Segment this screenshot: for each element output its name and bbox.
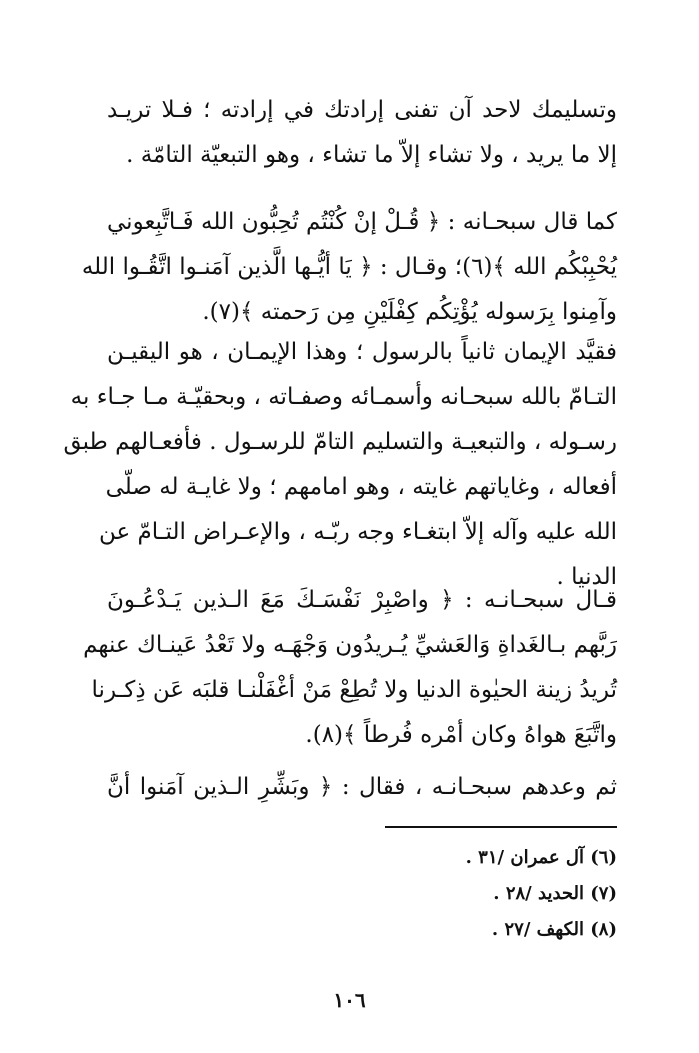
- text-line: إلا ما يريد ، ولا تشاء إلاّ ما تشاء ، وهو التبعيّة التامّة .: [126, 142, 617, 168]
- paragraph-1: [107, 88, 617, 178]
- text-line: يُحْبِبْكُم الله ﴾(٦)؛ وقـال : ﴿ يَا أيُّـها الَّذين آمَنـوا اتَّقُـوا الله: [81, 254, 617, 280]
- paragraph-5: [107, 765, 617, 810]
- text-line: أفعاله ، وغاياتهم غايته ، وهو امامهم ؛ ولا غايـة له صلّى: [105, 474, 617, 500]
- text-line: وتسليمك لاحد آن تفنى إرادتك في إرادته ؛ فـلا تريـد: [107, 97, 617, 123]
- text-line: رسـوله ، والتبعيـة والتسليم التامّ للرسـول . فأفعـالهم طبق: [63, 429, 617, 455]
- text-line: كما قال سبحـانه : ﴿ قُـلْ إنْ كُنْتُم تُحِبُّون الله فَـاتَّبِعوني: [107, 209, 617, 235]
- footnote-7: (٧) الحديد /٢٨ .: [493, 883, 617, 904]
- text-line: تُريدُ زينة الحيٰوة الدنيا ولا تُطِعْ مَنْ أغْفَلْنـا قلبَه عَن ذِكـرنا: [91, 677, 617, 703]
- paragraph-3: [63, 330, 617, 600]
- paragraph-4: [83, 578, 617, 758]
- text-line: واتَّبَعَ هواهُ وكان أمْره فُرطاً ﴾(٨).: [305, 722, 617, 748]
- text-line: رَبَّهم بـالغَداةِ وَالعَشيِّ يُـريدُون وَجْهَـه ولا تَعْدُ عَينـاك عنهم: [83, 632, 617, 658]
- paragraph-2: [81, 200, 617, 335]
- footnote-6: (٦) آل عمران /٣١ .: [465, 847, 617, 868]
- text-line: التـامّ بالله سبحـانه وأسمـائه وصفـاته ، وبحقيّـة مـا جـاء به: [70, 384, 617, 410]
- footnote-8: (٨) الكهف /٢٧ .: [491, 919, 617, 940]
- page-number: ١٠٦: [333, 988, 366, 1012]
- text-line: الدنيا .: [556, 564, 617, 590]
- text-line: قـال سبحـانـه : ﴿ واصْبِرْ نَفْسَـكَ مَعَ الـذين يَـدْعُـونَ: [107, 587, 617, 613]
- text-line: وآمِنوا بِرَسوله يُؤْتِكُم كِفْلَيْنِ مِن رَحمته ﴾(٧).: [202, 299, 617, 325]
- footnote-divider: [385, 826, 617, 828]
- text-line: الله عليه وآله إلاّ ابتغـاء وجه ربّـه ، والإعـراض التـامّ عن: [99, 519, 617, 545]
- text-line: فقيَّد الإيمان ثانياً بالرسول ؛ وهذا الإيمـان ، هو اليقيـن: [107, 339, 617, 365]
- text-line: ثم وعدهم سبحـانـه ، فقال : ﴿ وبَشِّرِ الـذين آمَنوا أنَّ: [107, 774, 617, 800]
- footnotes: [317, 840, 617, 948]
